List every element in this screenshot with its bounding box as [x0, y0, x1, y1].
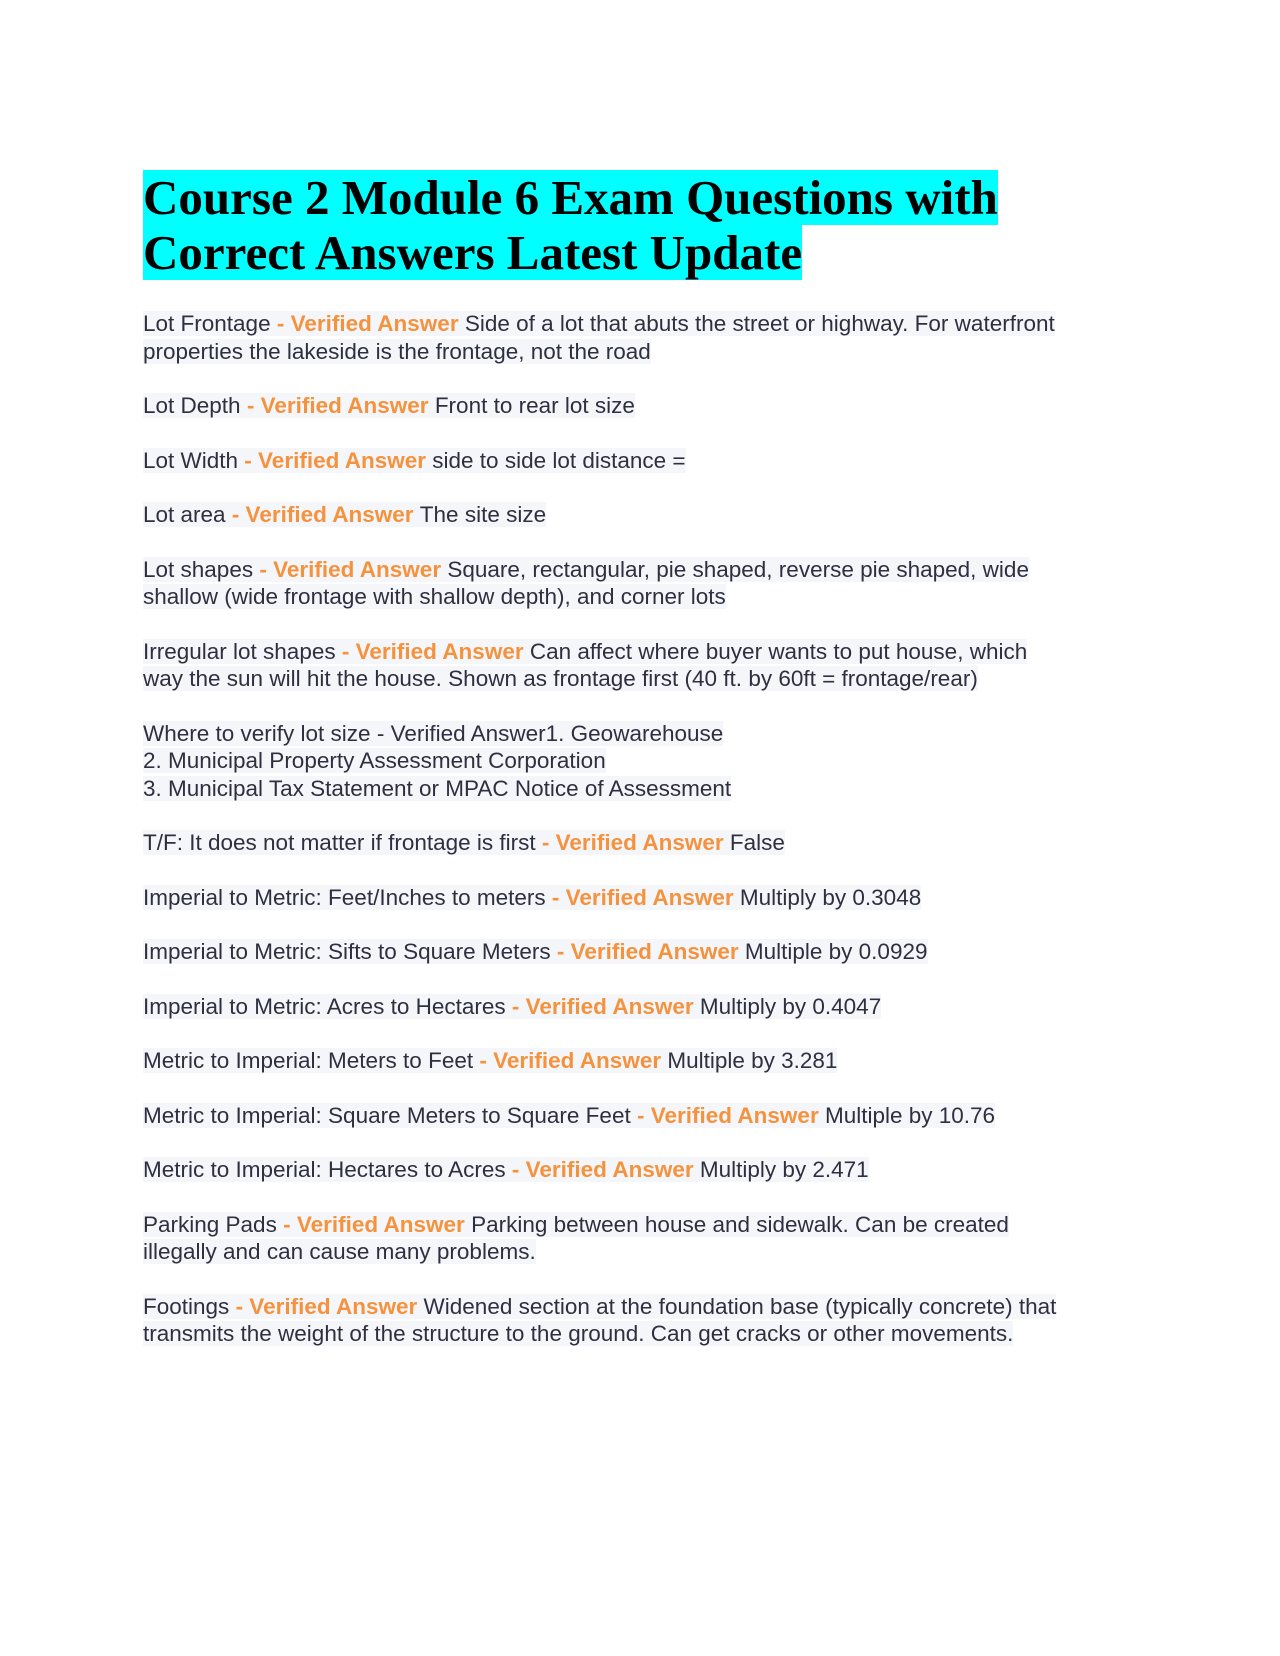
plain-line: 3. Municipal Tax Statement or MPAC Notice of Assessment [143, 775, 732, 801]
question-term: Lot Depth [143, 393, 241, 418]
document-title: Course 2 Module 6 Exam Questions with Correct Answers Latest Update [143, 170, 998, 280]
verified-answer-label: - Verified Answer [505, 1157, 700, 1182]
answer-text: The site size [419, 502, 547, 527]
answer-text: Multiply by 0.4047 [699, 993, 882, 1019]
qa-item [143, 1047, 1073, 1075]
qa-item [143, 993, 1073, 1021]
question-term: Lot Width [143, 447, 239, 473]
qa-item [143, 1102, 1073, 1130]
qa-item [143, 1293, 1073, 1348]
qa-item [143, 392, 1073, 420]
answer-text: Front to rear lot size [434, 393, 635, 418]
qa-item [143, 638, 1073, 693]
answer-text: Widened section at the foundation base (typically concrete) that transmits the weight of the structure to the ground. Can get cracks or other movements. [143, 1293, 1057, 1346]
answer-text: False [729, 830, 785, 855]
qa-list [143, 310, 1073, 693]
verified-answer-label: - Verified Answer [240, 393, 435, 418]
question-term: Footings [143, 1293, 230, 1319]
verified-answer-label: - Verified Answer [253, 556, 448, 582]
answer-text: Multiple by 0.0929 [744, 939, 928, 964]
question-term: Lot Frontage [143, 311, 271, 336]
verified-answer-label: - Verified Answer [505, 993, 700, 1019]
plain-line: Where to verify lot size - Verified Answer1. Geowarehouse [143, 720, 724, 746]
answer-text: Side of a lot that abuts the street or highway. For waterfront properties the lakeside is the frontage, not the road [143, 311, 1055, 364]
verified-answer-label: - Verified Answer [229, 1293, 424, 1319]
answer-text: Multiple by 10.76 [824, 1102, 996, 1128]
verified-answer-label: - Verified Answer [276, 1211, 472, 1237]
verified-answer-label: - Verified Answer [550, 939, 745, 964]
qa-item-plain [143, 720, 1073, 803]
question-term: Imperial to Metric: Feet/Inches to meters [143, 884, 546, 910]
question-term: Lot area [143, 502, 226, 527]
verified-answer-label: - Verified Answer [335, 638, 530, 664]
answer-text: Parking between house and sidewalk. Can be created illegally and can cause many problems. [143, 1211, 1009, 1264]
plain-line: 2. Municipal Property Assessment Corporation [143, 748, 606, 773]
qa-item [143, 938, 1073, 966]
question-term: T/F: It does not matter if frontage is first [143, 830, 536, 855]
qa-item [143, 884, 1073, 912]
question-term: Metric to Imperial: Square Meters to Square Feet [143, 1102, 631, 1128]
qa-item [143, 1211, 1073, 1266]
verified-answer-label: - Verified Answer [238, 447, 433, 473]
question-term: Imperial to Metric: Sifts to Square Meters [143, 939, 551, 964]
verified-answer-label: - Verified Answer [270, 311, 465, 336]
document-page [143, 170, 1073, 1375]
qa-item [143, 501, 1073, 529]
qa-item [143, 556, 1073, 611]
verified-answer-label: - Verified Answer [225, 502, 420, 527]
qa-item [143, 829, 1073, 857]
answer-text: Multiply by 0.3048 [739, 884, 922, 910]
question-term: Lot shapes [143, 556, 254, 582]
verified-answer-label: - Verified Answer [535, 830, 730, 855]
qa-item [143, 310, 1073, 365]
qa-list [143, 829, 1073, 1348]
answer-text: Multiply by 2.471 [699, 1157, 869, 1182]
qa-item [143, 1156, 1073, 1184]
question-term: Irregular lot shapes [143, 638, 336, 664]
answer-text: Multiple by 3.281 [667, 1048, 838, 1073]
answer-text: side to side lot distance = [432, 447, 686, 473]
verified-answer-label: - Verified Answer [630, 1102, 825, 1128]
question-term: Parking Pads [143, 1211, 277, 1237]
answer-text: Square, rectangular, pie shaped, reverse pie shaped, wide shallow (wide frontage with shallow depth), and corner lots [143, 556, 1029, 609]
qa-item [143, 447, 1073, 475]
question-term: Metric to Imperial: Meters to Feet [143, 1048, 474, 1073]
verified-answer-label: - Verified Answer [545, 884, 740, 910]
verified-answer-label: - Verified Answer [473, 1048, 668, 1073]
question-term: Metric to Imperial: Hectares to Acres [143, 1157, 506, 1182]
question-term: Imperial to Metric: Acres to Hectares [143, 993, 506, 1019]
answer-text: Can affect where buyer wants to put house, which way the sun will hit the house. Shown as frontage first (40 ft. by 60ft = frontage/rear) [143, 638, 1028, 691]
